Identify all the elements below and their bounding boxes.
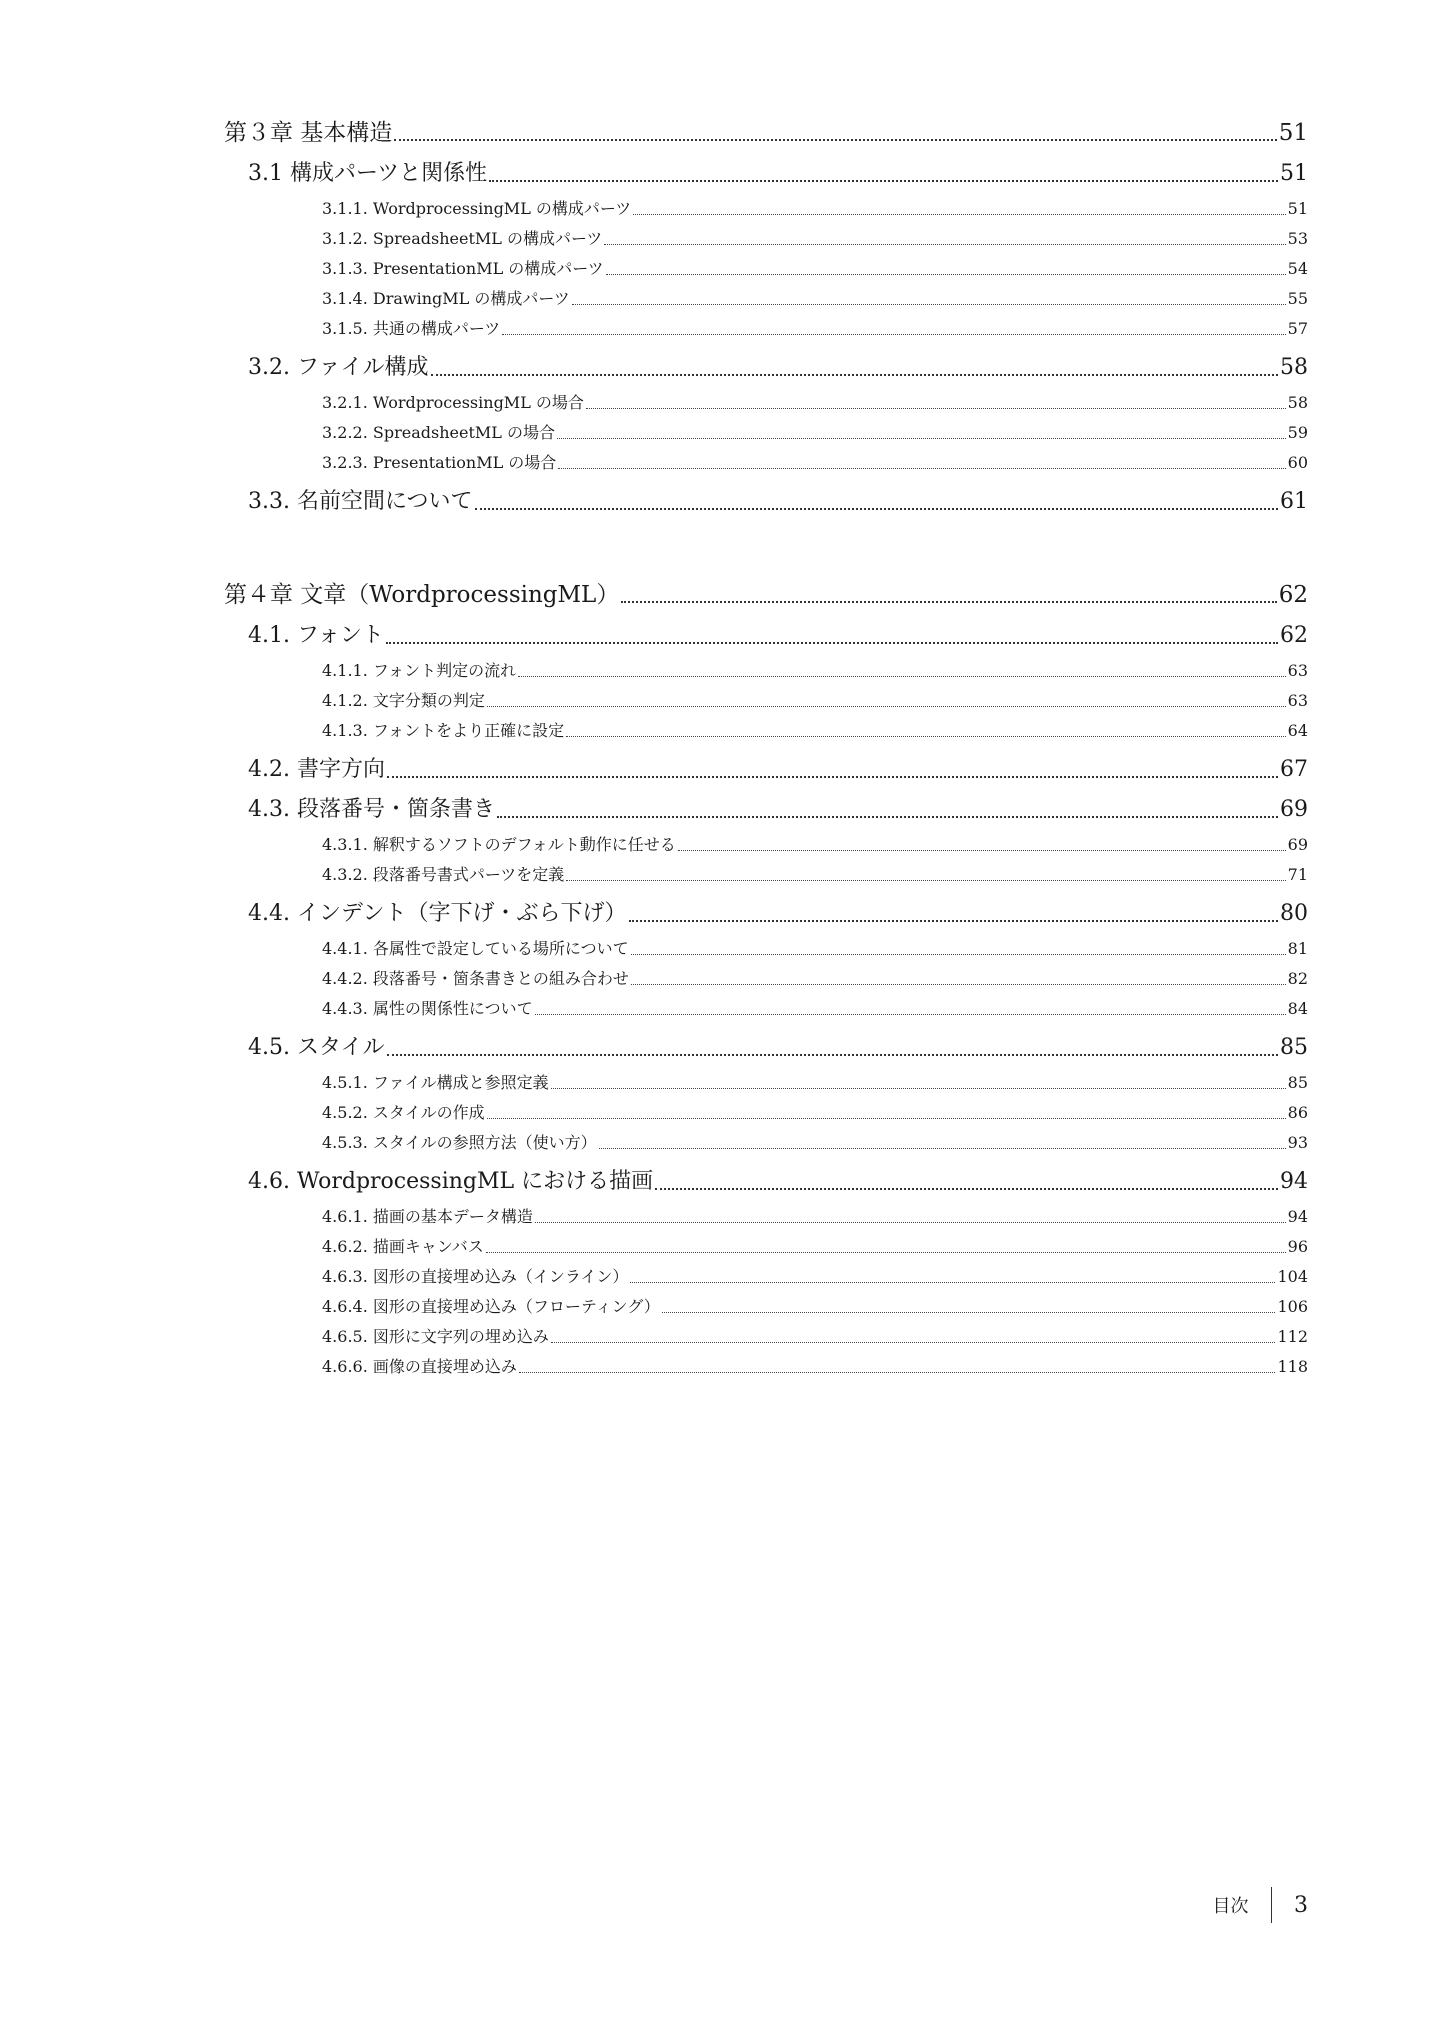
toc-subsection-3-2-2[interactable] bbox=[224, 420, 1308, 450]
toc-title: 4.6.3. 図形の直接埋め込み（インライン） bbox=[322, 1267, 629, 1286]
toc-page-number: 58 bbox=[1280, 355, 1308, 380]
toc-title: 4.4.3. 属性の関係性について bbox=[322, 999, 533, 1018]
toc-page-number: 69 bbox=[1287, 835, 1308, 854]
toc-leader-dots bbox=[621, 589, 1276, 604]
toc-leader-dots bbox=[558, 459, 1285, 469]
toc-leader-dots bbox=[551, 1079, 1286, 1089]
toc-leader-dots bbox=[606, 265, 1286, 275]
toc-page-number: 60 bbox=[1287, 453, 1308, 472]
footer-label: 目次 bbox=[1212, 1896, 1249, 1917]
toc-title: 3.3. 名前空間について bbox=[248, 489, 473, 514]
toc-page-number: 55 bbox=[1287, 289, 1308, 308]
toc-subsection-3-1-4[interactable] bbox=[224, 286, 1308, 316]
toc-title: 3.1 構成パーツと関係性 bbox=[248, 161, 488, 186]
toc-section-4-5[interactable] bbox=[224, 1030, 1308, 1070]
toc-subsection-4-6-6[interactable] bbox=[224, 1354, 1308, 1384]
toc-title: 4.4.1. 各属性で設定している場所について bbox=[322, 939, 629, 958]
toc-title: 3.1.4. DrawingML の構成パーツ bbox=[322, 289, 570, 308]
toc-title: 3.2.2. SpreadsheetML の場合 bbox=[322, 423, 555, 442]
toc-leader-dots bbox=[502, 325, 1285, 335]
toc-title: 4.6.1. 描画の基本データ構造 bbox=[322, 1207, 533, 1226]
toc-subsection-3-2-1[interactable] bbox=[224, 390, 1308, 420]
toc-subsection-4-1-3[interactable] bbox=[224, 718, 1308, 748]
toc-section-3-1[interactable] bbox=[224, 156, 1308, 196]
toc-subsection-4-4-2[interactable] bbox=[224, 966, 1308, 996]
toc-title: 第４章 文章（WordprocessingML） bbox=[224, 582, 620, 608]
toc-leader-dots bbox=[497, 804, 1278, 818]
toc-leader-dots bbox=[535, 1213, 1286, 1223]
toc-page-number: 94 bbox=[1280, 1169, 1308, 1194]
toc-title: 4.3.1. 解釈するソフトのデフォルト動作に任せる bbox=[322, 835, 676, 854]
toc-page-number: 62 bbox=[1280, 623, 1308, 648]
toc-title: 4.1.3. フォントをより正確に設定 bbox=[322, 721, 565, 740]
toc-subsection-4-5-3[interactable] bbox=[224, 1130, 1308, 1160]
toc-title: 4.3. 段落番号・箇条書き bbox=[248, 797, 495, 822]
toc-section-4-4[interactable] bbox=[224, 896, 1308, 936]
toc-chapter-4[interactable] bbox=[224, 576, 1308, 618]
toc-page-number: 51 bbox=[1278, 120, 1308, 146]
toc-leader-dots bbox=[535, 1005, 1286, 1015]
toc-title: 4.3.2. 段落番号書式パーツを定義 bbox=[322, 865, 565, 884]
toc-page-number: 53 bbox=[1287, 229, 1308, 248]
toc-title: 3.2.3. PresentationML の場合 bbox=[322, 453, 557, 472]
toc-leader-dots bbox=[678, 841, 1286, 851]
toc-subsection-4-4-3[interactable] bbox=[224, 996, 1308, 1026]
toc-section-4-6[interactable] bbox=[224, 1164, 1308, 1204]
toc-leader-dots bbox=[394, 127, 1276, 142]
toc-title: 4.5.2. スタイルの作成 bbox=[322, 1103, 485, 1122]
toc-title: 4.4.2. 段落番号・箇条書きとの組み合わせ bbox=[322, 969, 629, 988]
toc-chapter-3[interactable] bbox=[224, 114, 1308, 156]
toc-page-number: 86 bbox=[1287, 1103, 1308, 1122]
toc-leader-dots bbox=[631, 945, 1286, 955]
toc-leader-dots bbox=[519, 1363, 1276, 1373]
toc-title: 3.2.1. WordprocessingML の場合 bbox=[322, 393, 584, 412]
toc-section-4-1[interactable] bbox=[224, 618, 1308, 658]
toc-page-number: 63 bbox=[1287, 661, 1308, 680]
toc-page-number: 118 bbox=[1277, 1357, 1308, 1376]
toc-page-number: 57 bbox=[1287, 319, 1308, 338]
toc-title: 4.2. 書字方向 bbox=[248, 757, 385, 782]
toc-page-number: 106 bbox=[1277, 1297, 1308, 1316]
toc-page-number: 69 bbox=[1280, 797, 1308, 822]
toc-subsection-4-3-1[interactable] bbox=[224, 832, 1308, 862]
toc-section-3-2[interactable] bbox=[224, 350, 1308, 390]
toc-page-number: 51 bbox=[1287, 199, 1308, 218]
toc-page-number: 84 bbox=[1287, 999, 1308, 1018]
table-of-contents bbox=[224, 114, 1308, 1384]
footer-page-number: 3 bbox=[1294, 1892, 1308, 1918]
toc-page-number: 82 bbox=[1287, 969, 1308, 988]
toc-leader-dots bbox=[487, 1109, 1286, 1119]
toc-title: 4.5. スタイル bbox=[248, 1035, 385, 1060]
toc-leader-dots bbox=[489, 168, 1278, 182]
toc-subsection-3-1-5[interactable] bbox=[224, 316, 1308, 346]
toc-title: 4.6.4. 図形の直接埋め込み（フローティング） bbox=[322, 1297, 660, 1316]
toc-leader-dots bbox=[486, 1243, 1286, 1253]
toc-title: 4.1. フォント bbox=[248, 623, 384, 648]
toc-page-number: 63 bbox=[1287, 691, 1308, 710]
toc-leader-dots bbox=[387, 764, 1278, 778]
toc-page-number: 93 bbox=[1287, 1133, 1308, 1152]
toc-subsection-3-1-1[interactable] bbox=[224, 196, 1308, 226]
toc-leader-dots bbox=[629, 908, 1278, 922]
toc-leader-dots bbox=[551, 1333, 1276, 1343]
toc-subsection-4-6-5[interactable] bbox=[224, 1324, 1308, 1354]
toc-subsection-4-5-1[interactable] bbox=[224, 1070, 1308, 1100]
toc-section-4-3[interactable] bbox=[224, 792, 1308, 832]
toc-page-number: 80 bbox=[1280, 901, 1308, 926]
toc-leader-dots bbox=[586, 399, 1286, 409]
toc-title: 4.6.2. 描画キャンバス bbox=[322, 1237, 484, 1256]
toc-title: 第３章 基本構造 bbox=[224, 120, 393, 146]
toc-leader-dots bbox=[487, 697, 1286, 707]
toc-page-number: 104 bbox=[1277, 1267, 1308, 1286]
toc-subsection-4-3-2[interactable] bbox=[224, 862, 1308, 892]
toc-title: 3.1.3. PresentationML の構成パーツ bbox=[322, 259, 604, 278]
toc-section-3-3[interactable] bbox=[224, 484, 1308, 524]
toc-leader-dots bbox=[557, 429, 1286, 439]
toc-page-number: 54 bbox=[1287, 259, 1308, 278]
toc-leader-dots bbox=[566, 727, 1286, 737]
toc-leader-dots bbox=[630, 1273, 1275, 1283]
toc-subsection-3-1-2[interactable] bbox=[224, 226, 1308, 256]
toc-page-number: 81 bbox=[1287, 939, 1308, 958]
toc-page-number: 112 bbox=[1277, 1327, 1308, 1346]
toc-title: 4.4. インデント（字下げ・ぶら下げ） bbox=[248, 901, 627, 926]
toc-title: 3.1.5. 共通の構成パーツ bbox=[322, 319, 501, 338]
toc-leader-dots bbox=[604, 235, 1285, 245]
toc-page-number: 85 bbox=[1287, 1073, 1308, 1092]
toc-subsection-4-5-2[interactable] bbox=[224, 1100, 1308, 1130]
toc-subsection-4-6-1[interactable] bbox=[224, 1204, 1308, 1234]
toc-page-number: 96 bbox=[1287, 1237, 1308, 1256]
toc-leader-dots bbox=[387, 1042, 1278, 1056]
toc-title: 4.5.3. スタイルの参照方法（使い方） bbox=[322, 1133, 597, 1152]
toc-title: 4.5.1. ファイル構成と参照定義 bbox=[322, 1073, 549, 1092]
toc-page-number: 64 bbox=[1287, 721, 1308, 740]
toc-page-number: 62 bbox=[1278, 582, 1308, 608]
toc-leader-dots bbox=[386, 630, 1278, 644]
page-footer bbox=[1213, 1887, 1309, 1923]
toc-subsection-4-4-1[interactable] bbox=[224, 936, 1308, 966]
toc-page-number: 67 bbox=[1280, 757, 1308, 782]
toc-subsection-4-1-2[interactable] bbox=[224, 688, 1308, 718]
toc-subsection-4-6-2[interactable] bbox=[224, 1234, 1308, 1264]
toc-title: 4.6.5. 図形に文字列の埋め込み bbox=[322, 1327, 549, 1346]
toc-section-4-2[interactable] bbox=[224, 752, 1308, 792]
toc-subsection-3-1-3[interactable] bbox=[224, 256, 1308, 286]
toc-page-number: 58 bbox=[1287, 393, 1308, 412]
toc-leader-dots bbox=[572, 295, 1286, 305]
toc-subsection-4-6-4[interactable] bbox=[224, 1294, 1308, 1324]
toc-title: 3.1.1. WordprocessingML の構成パーツ bbox=[322, 199, 632, 218]
toc-page-number: 59 bbox=[1287, 423, 1308, 442]
toc-leader-dots bbox=[655, 1176, 1278, 1190]
toc-leader-dots bbox=[475, 496, 1278, 510]
toc-leader-dots bbox=[633, 205, 1285, 215]
toc-leader-dots bbox=[431, 362, 1278, 376]
toc-page-number: 61 bbox=[1280, 489, 1308, 514]
toc-leader-dots bbox=[631, 975, 1286, 985]
toc-title: 4.6. WordprocessingML における描画 bbox=[248, 1169, 654, 1194]
toc-subsection-3-2-3[interactable] bbox=[224, 450, 1308, 480]
footer-divider bbox=[1271, 1887, 1273, 1923]
toc-subsection-4-6-3[interactable] bbox=[224, 1264, 1308, 1294]
toc-title: 3.2. ファイル構成 bbox=[248, 355, 429, 380]
toc-leader-dots bbox=[518, 667, 1286, 677]
toc-leader-dots bbox=[566, 871, 1285, 881]
toc-page-number: 85 bbox=[1280, 1035, 1308, 1060]
toc-page-number: 51 bbox=[1280, 161, 1308, 186]
toc-page-number: 94 bbox=[1287, 1207, 1308, 1226]
toc-title: 4.6.6. 画像の直接埋め込み bbox=[322, 1357, 517, 1376]
toc-title: 4.1.2. 文字分類の判定 bbox=[322, 691, 485, 710]
toc-title: 3.1.2. SpreadsheetML の構成パーツ bbox=[322, 229, 603, 248]
toc-title: 4.1.1. フォント判定の流れ bbox=[322, 661, 517, 680]
toc-subsection-4-1-1[interactable] bbox=[224, 658, 1308, 688]
toc-leader-dots bbox=[599, 1139, 1286, 1149]
toc-page-number: 71 bbox=[1287, 865, 1308, 884]
toc-leader-dots bbox=[662, 1303, 1276, 1313]
